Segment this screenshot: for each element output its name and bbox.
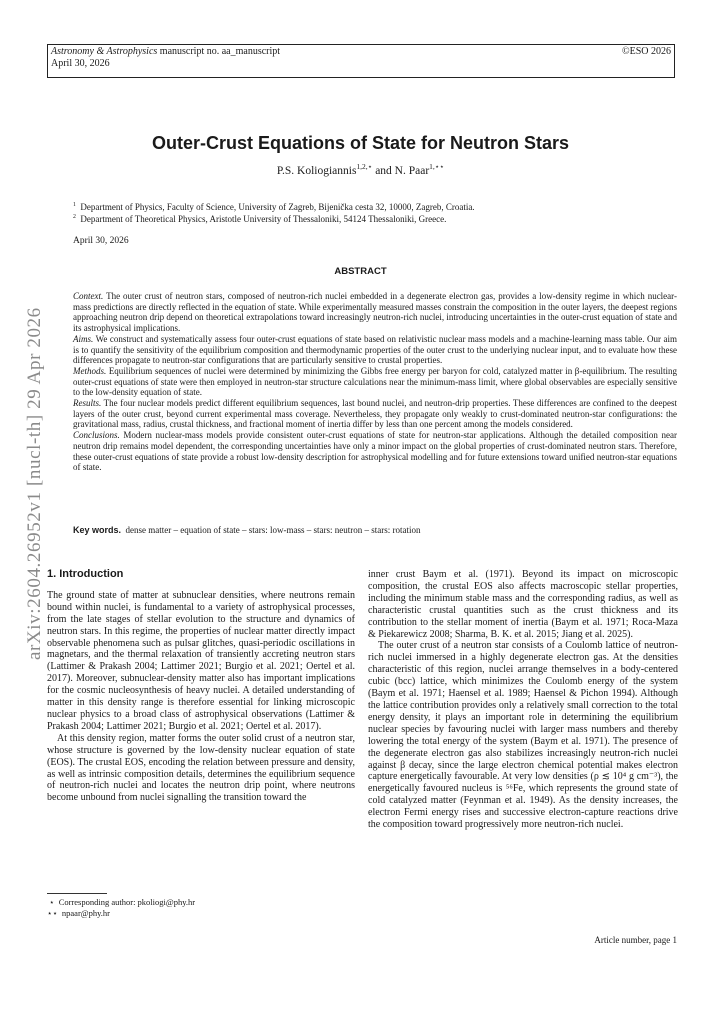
affiliation-2-text: Department of Theoretical Physics, Aristotle University of Thessaloniki, 54124 Thessaloniki, Greece. [80,213,447,224]
abstract-label: Methods. [73,365,107,376]
author-2: and N. Paar [372,165,430,177]
header-journal-line [51,46,671,58]
abstract-results [73,398,677,430]
copyright: ©ESO 2026 [622,46,671,57]
footnote-mark: ⋆ [49,897,55,907]
section-heading: 1. Introduction [47,568,124,580]
keywords [73,525,677,535]
affiliation-1 [73,202,475,214]
abstract-text: The outer crust of neutron stars, composed of neutron-rich nuclei embedded in a degenerate electron gas, provides a low-density regime in which nuclear-mass predictions are directly reflected in the equation of state. While experimentally measured masses constrain the composition in the outer layers, the deepest regions approaching neutron drip depend on theoretical extrapolations toward increasingly neutron-rich nuclei, introducing uncertainties in the outer-crust equation of state and its astrophysical implications. [73,291,677,334]
affiliation-2 [73,214,475,226]
affiliations [73,202,475,225]
intro-paragraph-2: At this density region, matter forms the outer solid crust of a neutron star, whose structure is governed by the low-density nuclear equation of state (EOS). The crustal EOS, encoding the relation between pressure and density, as well as intrinsic composition details, determines the equilibrium sequence of neutron-rich nuclei and locates the neutron drip point, where neutrons become unbound from nuclei signalling the transition toward the [47,732,355,804]
intro-paragraph-3: inner crust Baym et al. (1971). Beyond its impact on microscopic composition, the crustal EOS also affects macroscopic stellar properties, including the minimum stable mass and the corresponding radius, as well as characteristic crustal quantities such as the crust thickness and its contribution to the stellar moment of inertia (Baym et al. 1971; Roca-Maza & Piekarewicz 2008; Sharma, B. K. et al. 2015; Jiang et al. 2025). [368,569,678,640]
manuscript-number: manuscript no. aa_manuscript [157,46,281,57]
page-footer: Article number, page 1 [594,935,677,945]
abstract-aims [73,334,677,366]
manuscript-header-box [47,44,675,78]
intro-paragraph-1: The ground state of matter at subnuclear densities, where neutrons remain bound within nuclei, is fundamental to a variety of astrophysical processes, from the late stages of stellar evolution to the structure and dynamics of neutron stars. In this regime, the properties of nuclear matter directly impact observable phenomena such as pulsar glitches, quasi-periodic oscillations in magnetars, and the thermal relaxation of transiently accreting neutron stars (Lattimer & Prakash 2004; Lattimer 2021; Burgio et al. 2021; Oertel et al. 2017). Moreover, subnuclear-density matter also has important implications for the cosmic nucleosynthesis of heavy nuclei. A detailed understanding of matter in this density range is therefore essential for linking microscopic nuclear physics to a broad class of astrophysical observations (Lattimer & Prakash 2004; Lattimer 2021; Burgio et al. 2021; Oertel et al. 2017). [47,589,355,732]
author-list [0,162,721,177]
abstract-text: The four nuclear models predict different equilibrium sequences, last bound nuclei, and neutron-drip properties. These differences are confined to the deepest layers of the outer crust, beyond current experimental mass coverage. Nevertheless, they propagate only weakly to crust-dominated neutron-star configurations: the gravitational mass, radius, crustal thickness, and fractional moment of inertia differ by less than one percent among the models considered. [73,398,677,430]
abstract-conclusions [73,430,677,473]
keywords-label: Key words. [73,525,122,535]
footnote-mark: ⋆⋆ [47,907,58,918]
intro-paragraph-4: The outer crust of a neutron star consists of a Coulomb lattice of neutron-rich nuclei immersed in a highly degenerate electron gas. At the densities characteristic of this region, nuclei arrange themselves in a body-centered cubic (bcc) lattice, which minimizes the Coulomb energy of the system (Baym et al. 1971; Haensel et al. 1989; Haensel & Pichon 1994). Although the lattice contribution provides only a relatively small correction to the total energy density, it plays an important role in determining the equilibrium nuclear species by favouring nuclei with larger mass numbers and thereby lowering the total energy of the system (Baym et al. 1971). The presence of the degenerate electron gas also stabilizes increasingly neutron-rich nuclei against β decay, since the large electron chemical potential makes electron capture energetically favourable. At very low densities (ρ ≲ 10⁴ g cm⁻³), the energetically favoured nucleus is ⁵⁶Fe, which represents the ground state of cold catalyzed matter (Feynman et al. 1949). As the density increases, the electron Fermi energy rises and successive electron-capture reactions drive the composition toward progressively more neutron-rich nuclei. [368,640,678,831]
right-column [368,569,678,831]
affiliation-1-num: 1 [73,202,76,208]
affiliation-1-text: Department of Physics, Faculty of Science, University of Zagreb, Bijenička cesta 32, 10000, Zagreb, Croatia. [80,202,475,212]
footnote-1 [47,897,195,908]
keywords-text: dense matter – equation of state – stars: low-mass – stars: neutron – stars: rotation [125,525,421,535]
abstract-heading: ABSTRACT [334,266,387,277]
author-1-affil: 1,2,⋆ [356,162,373,172]
abstract-body [73,291,677,473]
left-column [47,569,355,804]
abstract-text: Modern nuclear-mass models provide consistent outer-crust equations of state for neutron-star applications. Although the detailed composition near neutron drip remains model dependent, the corresponding uncertainties have only a minor impact on the global properties of crust-dominated neutron stars. Therefore, these outer-crust equations of state provide a robust low-density description for astrophysical modelling and for future extensions toward unified neutron-star equations of state. [73,430,677,473]
footnote-rule [47,893,107,894]
footnote-text: npaar@phy.hr [61,907,111,918]
arxiv-sidebar-id: arXiv:2604.26952v1 [nucl-th] 29 Apr 2026 [24,307,45,660]
abstract-methods [73,366,677,398]
abstract-label: Conclusions. [73,430,120,441]
abstract-context [73,291,677,334]
abstract-label: Aims. [73,333,94,344]
affiliation-2-num: 2 [73,213,76,220]
abstract-label: Results. [73,398,102,409]
paper-title: Outer-Crust Equations of State for Neutron Stars [151,133,570,153]
journal-name: Astronomy & Astrophysics [51,46,158,57]
received-date: April 30, 2026 [73,236,129,246]
abstract-label: Context. [73,291,104,301]
author-1: P.S. Koliogiannis [276,165,357,177]
header-date: April 30, 2026 [51,58,110,69]
footnote-text: Corresponding author: pkoliogi@phy.hr [58,897,196,907]
author-2-affil: 1,⋆⋆ [429,162,445,172]
footnotes [47,897,195,918]
abstract-text: We construct and systematically assess four outer-crust equations of state based on relativistic nuclear mass models and a machine-learning mass table. Our aim is to quantify the sensitivity of the equilibrium composition and thermodynamic properties of the outer crust to the underlying nuclear input, and to evaluate how these differences propagate to neutron-star configurations that are particularly sensitive to crustal properties. [73,333,677,366]
footnote-2 [47,908,195,919]
abstract-text: Equilibrium sequences of nuclei were determined by minimizing the Gibbs free energy per baryon for cold, catalyzed matter in β-equilibrium. The resulting outer-crust equations of state were then employed in neutron-star structure calculations near the minimum-mass limit, where global observables are especially sensitive to the low-density equation of state. [73,365,677,398]
